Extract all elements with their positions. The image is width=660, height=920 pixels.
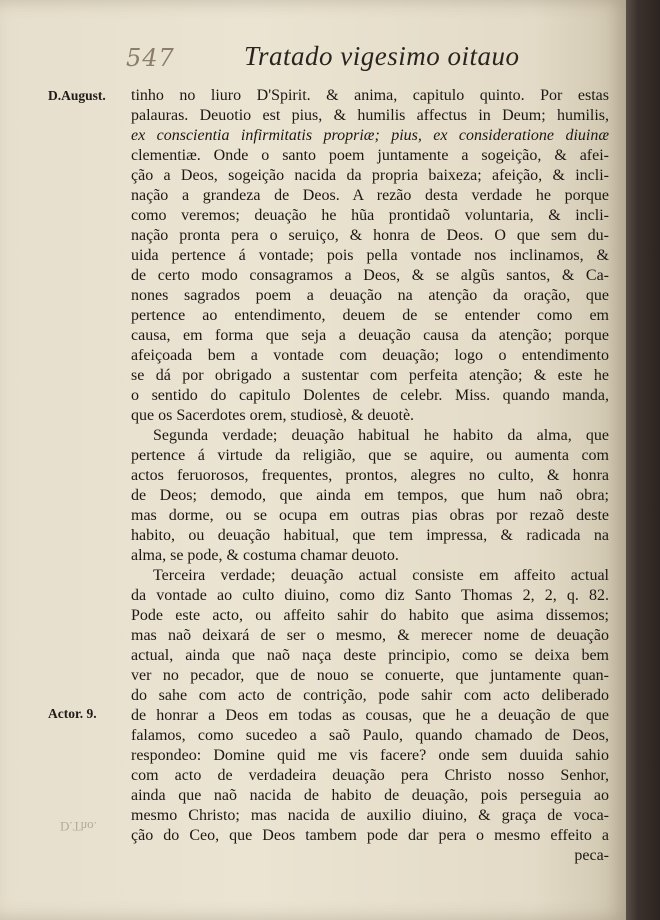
- text-line: clementiæ. Onde o santo poem juntamente a sogeição, & afei-: [131, 147, 609, 164]
- text-line: de certo modo consagramos a Deos, & se algũs santos, & Ca-: [131, 267, 609, 284]
- text-line: ainda que naõ nacida de habito de deuação, pois perseguia ao: [131, 787, 609, 804]
- text-line: respondeo: Domine quid me vis facere? onde sem duuida sahio: [131, 747, 609, 764]
- text-line: afeiçoada bem a vontade com deuação; logo o entendimento: [131, 347, 609, 364]
- text-line: actos feruorosos, frequentes, prontos, alegres no culto, & honra: [131, 467, 609, 484]
- text-line: actual, ainda que naõ naça deste principio, como se deixa bem: [131, 647, 609, 664]
- text-line: ção do Ceo, que Deos tambem pode dar pera o mesmo effeito a: [131, 827, 609, 844]
- text-line: pertence ao entendimento, deuem de se entender como em: [131, 307, 609, 324]
- text-line: nones sagrados poem a deuação na atenção da oração, que: [131, 287, 609, 304]
- text-line: com acto de verdadeira deuação pera Christo nosso Senhor,: [131, 767, 609, 784]
- text-line: palauras. Deuotio est pius, & humilis affectus in Deum; humilis,: [131, 107, 609, 124]
- text-line: tinho no liuro D'Spirit. & anima, capitulo quinto. Por estas: [131, 87, 609, 104]
- text-line: pertence á virtude da religião, que se aquire, ou aumenta com: [131, 447, 609, 464]
- text-line: como veremos; deuação he hũa prontidaõ voluntaria, & incli-: [131, 207, 609, 224]
- text-line: Segunda verdade; deuação habitual he habito da alma, que: [153, 427, 609, 444]
- running-title: Tratado vigesimo oitauo: [244, 41, 520, 71]
- book-spine: [626, 0, 660, 920]
- margin-note-augustine: D.August.: [48, 88, 106, 103]
- text-line: nação pronta pera o seruiço, & honra de Deos. O que sem du-: [131, 227, 609, 244]
- text-line: se dá por obrigado a sustentar com perfeita atenção; & este he: [131, 367, 609, 384]
- text-line: do sahe com acto de contrição, pode sahir com acto deliberado: [131, 687, 609, 704]
- text-line: Pode este acto, ou affeito sahir do habito que asima dissemos;: [131, 607, 609, 624]
- text-line: mas naõ deixará de ser o mesmo, & merecer nome de deuação: [131, 627, 609, 644]
- text-line: mas dorme, ou se ocupa em outras pias obras por rezaõ deste: [131, 507, 609, 524]
- page-number: 547: [126, 44, 175, 72]
- text-line: o sentido do capitulo Dolentes de celebr. Miss. quando manda,: [131, 387, 609, 404]
- text-line: ex conscientia infirmitatis propriæ; pius, ex consideratione diuinæ: [131, 127, 609, 144]
- text-line: de honrar a Deos em todas as cousas, que he a deuação de que: [131, 707, 609, 724]
- text-line: causa, em forma que seja a deuação causa da atenção; porque: [131, 327, 609, 344]
- text-line: da vontade ao culto diuino, como diz Santo Thomas 2, 2, q. 82.: [131, 587, 609, 604]
- text-line: uida pertence á vontade; pois pella vontade nos inclinamos, &: [131, 247, 609, 264]
- text-line: de Deos; demodo, que ainda em tempos, que hum naõ obra;: [131, 487, 609, 504]
- catchword: peca-: [574, 847, 609, 864]
- margin-note-bleedthrough: D.Tho.: [60, 819, 97, 834]
- text-line: habito, ou deuação habitual, que tem impressa, & radicada na: [131, 527, 609, 544]
- text-line: alma, se pode, & costuma chamar deuoto.: [131, 547, 399, 564]
- margin-note-acts: Actor. 9.: [48, 706, 97, 721]
- text-line: falamos, como sucedeo a saõ Paulo, quando chamado de Deos,: [131, 727, 609, 744]
- text-line: Terceira verdade; deuação actual consiste em affeito actual: [153, 567, 609, 584]
- text-line: que os Sacerdotes orem, studiosè, & deuotè.: [131, 407, 415, 424]
- text-line: ver no pecador, que de nouo se conuerte, que juntamente quan-: [131, 667, 609, 684]
- text-line: nação a grandeza de Deos. A rezão desta verdade he porque: [131, 187, 609, 204]
- text-line: ção a Deos, sogeição nacida da propria baixeza; afeição, & incli-: [131, 167, 609, 184]
- text-line: mesmo Christo; mas nacida de auxilio diuino, & graça de voca-: [131, 807, 609, 824]
